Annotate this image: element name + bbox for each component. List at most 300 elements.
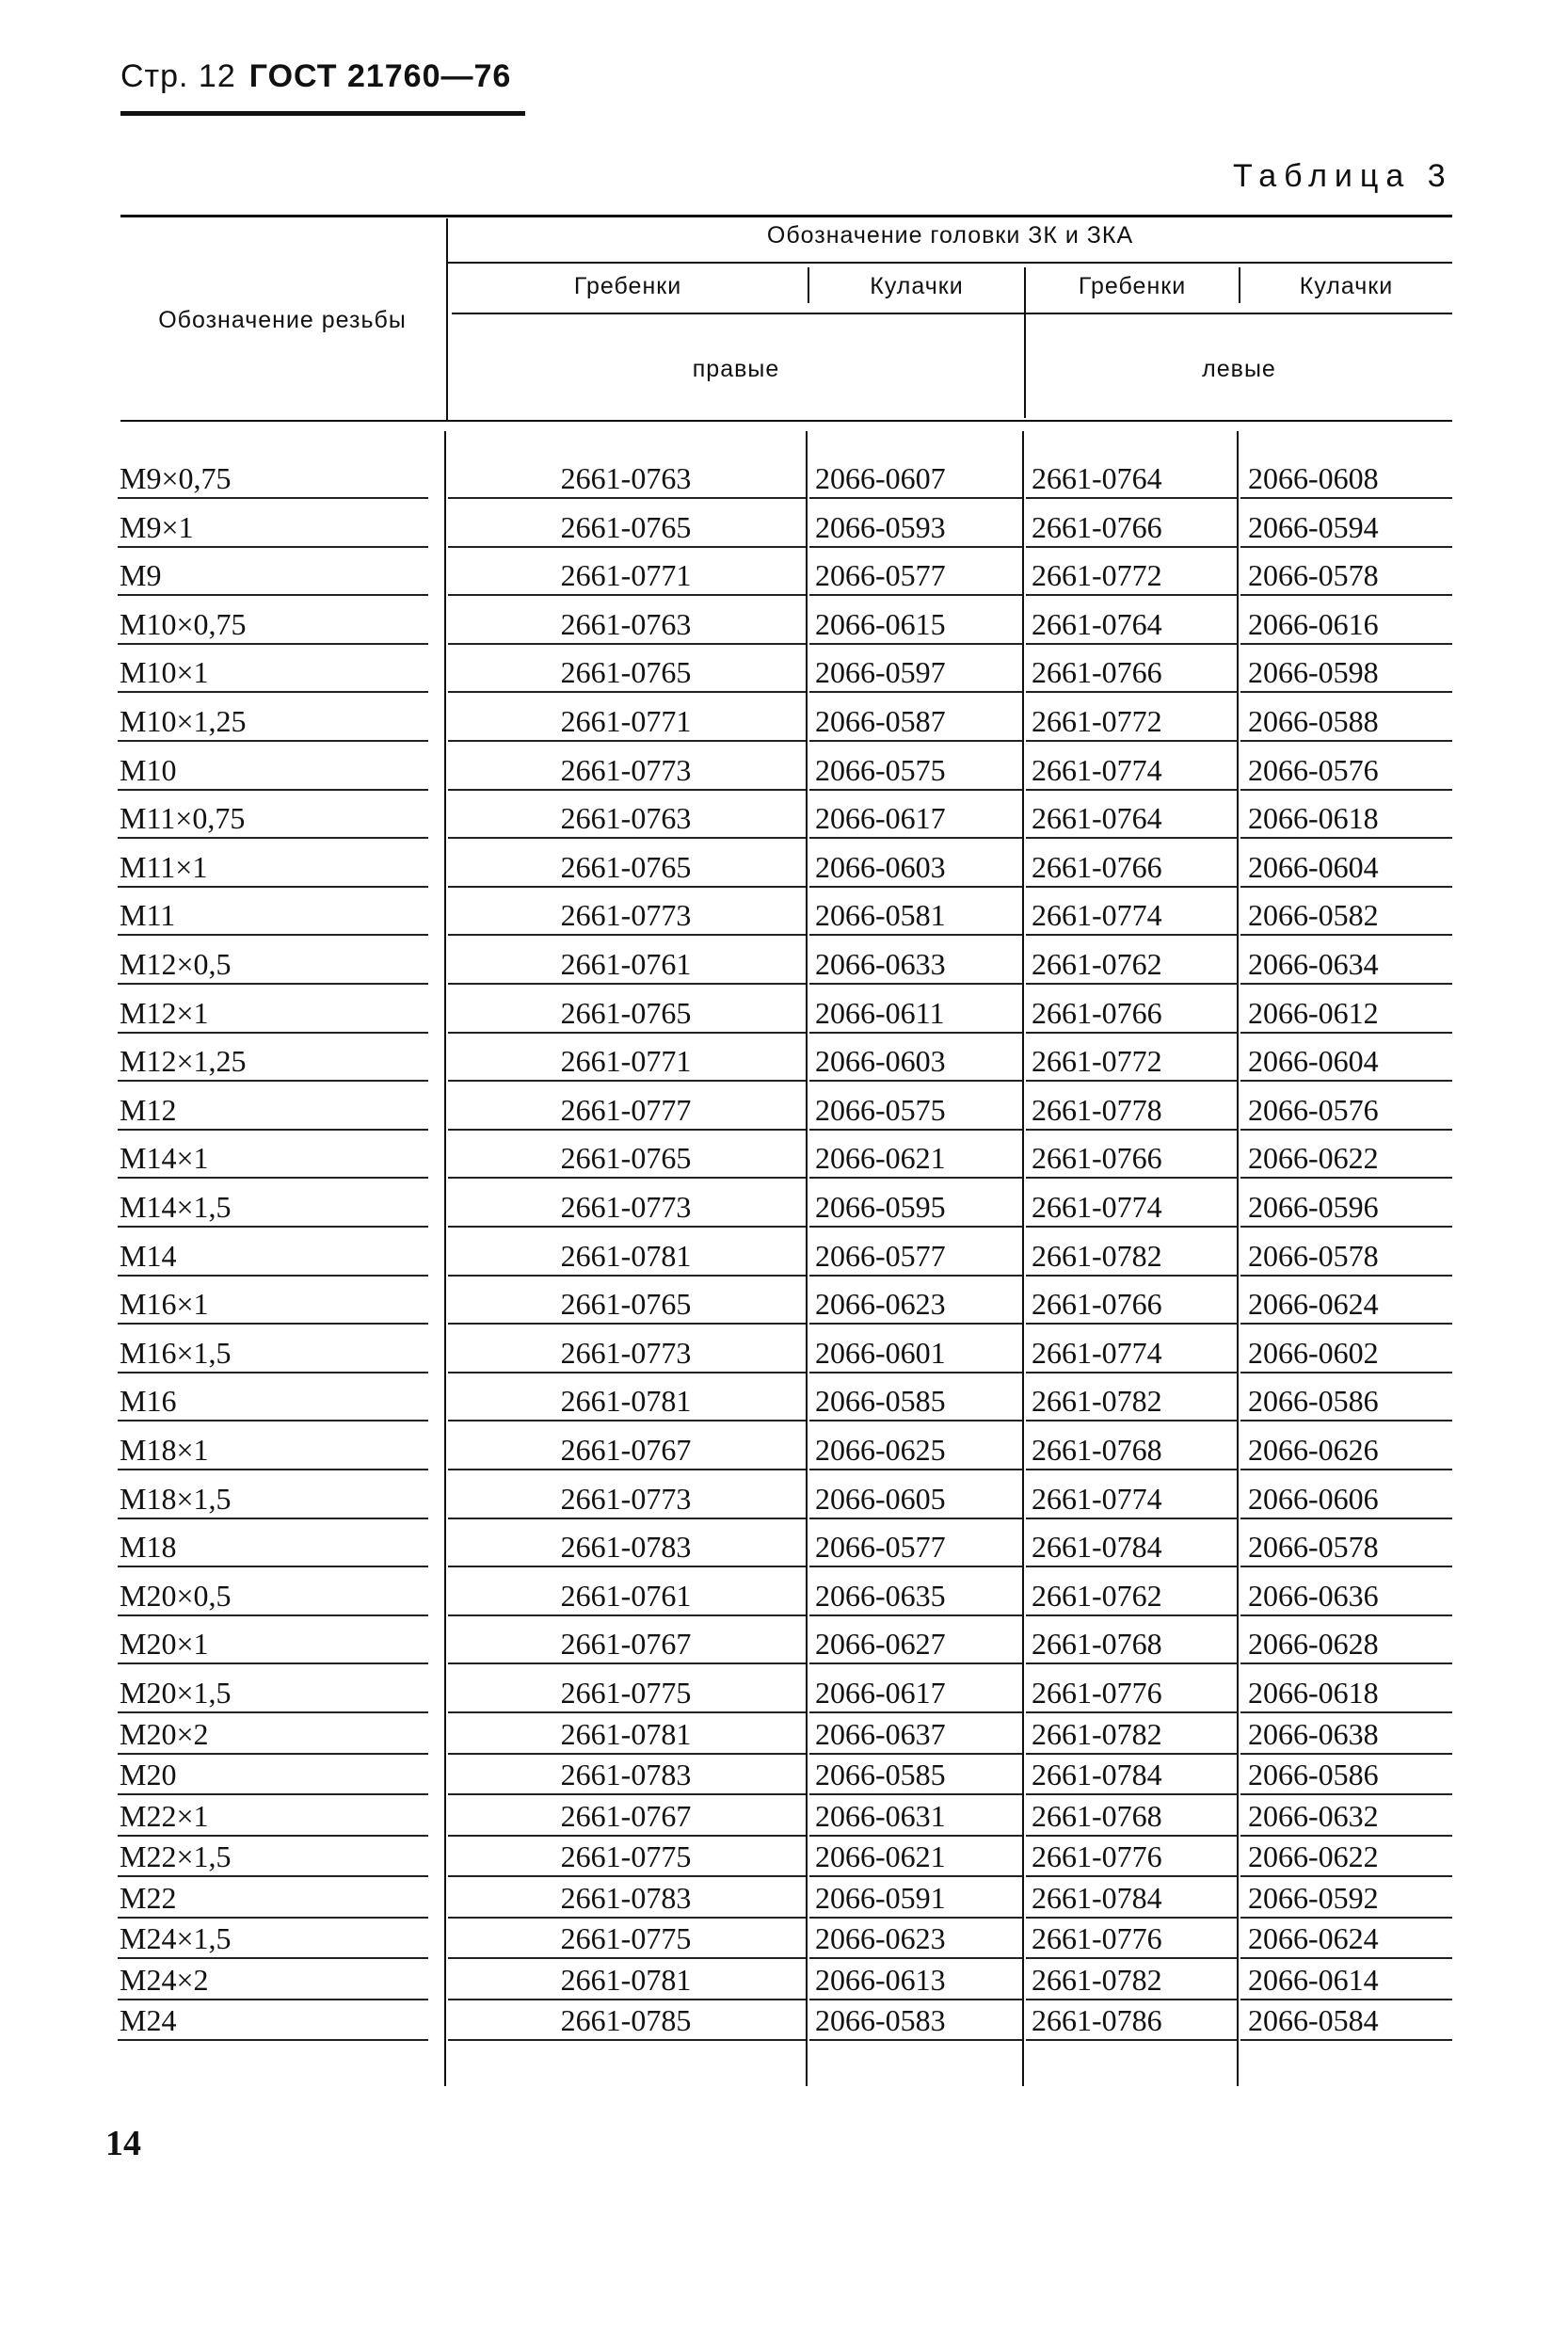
combs-left-cell: 2661-0762 bbox=[1032, 1578, 1162, 1613]
row-rule bbox=[448, 1614, 806, 1616]
row-rule bbox=[809, 1032, 1022, 1034]
row-rule bbox=[809, 1614, 1022, 1616]
jaws-right-cell: 2066-0605 bbox=[815, 1481, 946, 1516]
row-rule bbox=[1026, 934, 1239, 936]
jaws-left-cell: 2066-0576 bbox=[1248, 752, 1379, 787]
row-rule bbox=[1240, 2039, 1452, 2041]
jaws-left-cell: 2066-0634 bbox=[1248, 947, 1379, 981]
combs-left-cell: 2661-0782 bbox=[1032, 1238, 1162, 1273]
row-rule bbox=[118, 1469, 428, 1470]
row-rule bbox=[1026, 983, 1239, 985]
thread-cell: М10 bbox=[120, 752, 177, 787]
thread-cell: М20×1,5 bbox=[120, 1676, 232, 1710]
jaws-left-cell: 2066-0586 bbox=[1248, 1384, 1379, 1419]
row-rule bbox=[1026, 1566, 1239, 1567]
thread-cell: М12×1 bbox=[120, 995, 209, 1030]
row-rule bbox=[809, 546, 1022, 548]
jaws-right-cell: 2066-0593 bbox=[815, 509, 946, 544]
row-rule bbox=[1026, 1275, 1239, 1277]
row-rule bbox=[448, 1275, 806, 1277]
jaws-left-cell: 2066-0584 bbox=[1248, 2003, 1379, 2037]
row-rule bbox=[1026, 1226, 1239, 1228]
combs-left-cell: 2661-0768 bbox=[1032, 1798, 1162, 1833]
row-rule bbox=[1026, 497, 1239, 499]
row-rule bbox=[1026, 1323, 1239, 1325]
header-rule-group bbox=[448, 262, 1452, 264]
row-rule bbox=[118, 983, 428, 985]
row-rule bbox=[448, 643, 806, 645]
row-rule bbox=[118, 2039, 428, 2041]
jaws-left-cell: 2066-0614 bbox=[1248, 1962, 1379, 1997]
jaws-left-cell: 2066-0626 bbox=[1248, 1433, 1379, 1467]
combs-right-cell: 2661-0765 bbox=[560, 1287, 692, 1322]
jaws-right-cell: 2066-0633 bbox=[815, 947, 946, 981]
header-rule-subgroup bbox=[452, 313, 1452, 314]
row-rule bbox=[1026, 643, 1239, 645]
thread-cell: М14×1 bbox=[120, 1141, 209, 1176]
jaws-left-cell: 2066-0608 bbox=[1248, 461, 1379, 495]
thread-cell: М11 bbox=[120, 898, 176, 933]
row-rule bbox=[1240, 1614, 1452, 1616]
jaws-right-cell: 2066-0603 bbox=[815, 1044, 946, 1079]
jaws-right-cell: 2066-0585 bbox=[815, 1758, 946, 1791]
combs-left-cell: 2661-0766 bbox=[1032, 509, 1162, 544]
row-rule bbox=[809, 1275, 1022, 1277]
combs-right-cell: 2661-0781 bbox=[560, 1962, 692, 1997]
combs-right-cell: 2661-0775 bbox=[560, 1676, 692, 1710]
row-rule bbox=[1240, 1662, 1452, 1664]
thread-cell: М20×2 bbox=[120, 1716, 209, 1751]
row-rule bbox=[448, 1080, 806, 1082]
col-header-left: левые bbox=[1202, 356, 1276, 382]
jaws-right-cell: 2066-0623 bbox=[815, 1921, 946, 1955]
jaws-right-cell: 2066-0595 bbox=[815, 1190, 946, 1224]
row-rule bbox=[809, 740, 1022, 742]
row-rule bbox=[448, 1469, 806, 1470]
col-header-combs-right: Гребенки bbox=[573, 273, 682, 299]
row-rule bbox=[448, 1372, 806, 1373]
thread-cell: М12 bbox=[120, 1092, 177, 1127]
thread-cell: М18×1,5 bbox=[120, 1481, 232, 1516]
combs-left-cell: 2661-0776 bbox=[1032, 1839, 1162, 1873]
combs-right-cell: 2661-0773 bbox=[560, 1335, 692, 1370]
jaws-left-cell: 2066-0618 bbox=[1248, 1676, 1379, 1710]
combs-left-cell: 2661-0776 bbox=[1032, 1921, 1162, 1955]
thread-cell: М20 bbox=[120, 1758, 177, 1791]
jaws-right-cell: 2066-0611 bbox=[815, 995, 945, 1030]
combs-right-cell: 2661-0781 bbox=[560, 1238, 692, 1273]
row-rule bbox=[1026, 740, 1239, 742]
row-rule bbox=[118, 497, 428, 499]
row-rule bbox=[809, 934, 1022, 936]
row-rule bbox=[448, 594, 806, 596]
row-rule bbox=[809, 1177, 1022, 1179]
row-rule bbox=[1240, 1469, 1452, 1470]
row-rule bbox=[809, 1518, 1022, 1519]
jaws-left-cell: 2066-0578 bbox=[1248, 558, 1379, 593]
combs-left-cell: 2661-0766 bbox=[1032, 849, 1162, 884]
combs-left-cell: 2661-0774 bbox=[1032, 752, 1162, 787]
row-rule bbox=[1026, 1614, 1239, 1616]
row-rule bbox=[448, 1129, 806, 1131]
row-rule bbox=[1240, 643, 1452, 645]
combs-left-cell: 2661-0776 bbox=[1032, 1676, 1162, 1710]
row-rule bbox=[448, 1420, 806, 1421]
jaws-right-cell: 2066-0587 bbox=[815, 704, 946, 738]
body-divider-a bbox=[806, 431, 808, 2086]
row-rule bbox=[809, 983, 1022, 985]
jaws-left-cell: 2066-0578 bbox=[1248, 1530, 1379, 1565]
header-bottom-rule bbox=[120, 420, 1452, 422]
combs-right-cell: 2661-0763 bbox=[560, 801, 692, 836]
jaws-left-cell: 2066-0618 bbox=[1248, 801, 1379, 836]
jaws-right-cell: 2066-0635 bbox=[815, 1578, 946, 1613]
table-title: Таблица 3 bbox=[1233, 158, 1453, 194]
jaws-left-cell: 2066-0628 bbox=[1248, 1627, 1379, 1662]
jaws-right-cell: 2066-0597 bbox=[815, 655, 946, 690]
thread-cell: М18×1 bbox=[120, 1433, 209, 1467]
jaws-left-cell: 2066-0598 bbox=[1248, 655, 1379, 690]
thread-cell: М24 bbox=[120, 2003, 177, 2037]
jaws-right-cell: 2066-0615 bbox=[815, 606, 946, 641]
combs-left-cell: 2661-0784 bbox=[1032, 1880, 1162, 1915]
running-header bbox=[120, 58, 511, 95]
jaws-left-cell: 2066-0582 bbox=[1248, 898, 1379, 933]
row-rule bbox=[118, 594, 428, 596]
combs-right-cell: 2661-0765 bbox=[560, 655, 692, 690]
row-rule bbox=[118, 1275, 428, 1277]
jaws-right-cell: 2066-0577 bbox=[815, 1238, 946, 1273]
thread-cell: М24×2 bbox=[120, 1962, 209, 1997]
combs-right-cell: 2661-0773 bbox=[560, 898, 692, 933]
jaws-left-cell: 2066-0604 bbox=[1248, 1044, 1379, 1079]
col-header-combs-left: Гребенки bbox=[1078, 273, 1187, 299]
combs-right-cell: 2661-0781 bbox=[560, 1716, 692, 1751]
combs-right-cell: 2661-0765 bbox=[560, 995, 692, 1030]
thread-cell: М16×1 bbox=[120, 1287, 209, 1322]
row-rule bbox=[118, 1032, 428, 1034]
jaws-left-cell: 2066-0576 bbox=[1248, 1092, 1379, 1127]
combs-left-cell: 2661-0786 bbox=[1032, 2003, 1162, 2037]
combs-left-cell: 2661-0766 bbox=[1032, 995, 1162, 1030]
combs-left-cell: 2661-0768 bbox=[1032, 1433, 1162, 1467]
table-top-rule bbox=[120, 215, 1452, 217]
jaws-left-cell: 2066-0586 bbox=[1248, 1758, 1379, 1791]
jaws-left-cell: 2066-0624 bbox=[1248, 1287, 1379, 1322]
col-header-right: правые bbox=[692, 356, 780, 382]
combs-left-cell: 2661-0774 bbox=[1032, 1481, 1162, 1516]
jaws-left-cell: 2066-0632 bbox=[1248, 1798, 1379, 1833]
row-rule bbox=[1240, 594, 1452, 596]
combs-left-cell: 2661-0764 bbox=[1032, 461, 1162, 495]
combs-left-cell: 2661-0768 bbox=[1032, 1627, 1162, 1662]
combs-left-cell: 2661-0774 bbox=[1032, 898, 1162, 933]
row-rule bbox=[809, 1372, 1022, 1373]
row-rule bbox=[1026, 691, 1239, 693]
jaws-right-cell: 2066-0625 bbox=[815, 1433, 946, 1467]
row-rule bbox=[809, 886, 1022, 888]
jaws-left-cell: 2066-0638 bbox=[1248, 1716, 1379, 1751]
row-rule bbox=[1026, 1080, 1239, 1082]
row-rule bbox=[448, 1518, 806, 1519]
row-rule bbox=[1240, 1275, 1452, 1277]
row-rule bbox=[118, 1420, 428, 1421]
combs-right-cell: 2661-0765 bbox=[560, 849, 692, 884]
combs-left-cell: 2661-0764 bbox=[1032, 606, 1162, 641]
row-rule bbox=[118, 1614, 428, 1616]
row-rule bbox=[1240, 740, 1452, 742]
combs-left-cell: 2661-0762 bbox=[1032, 947, 1162, 981]
combs-left-cell: 2661-0764 bbox=[1032, 801, 1162, 836]
jaws-right-cell: 2066-0607 bbox=[815, 461, 946, 495]
row-rule bbox=[809, 1226, 1022, 1228]
row-rule bbox=[1240, 1129, 1452, 1131]
combs-right-cell: 2661-0775 bbox=[560, 1921, 692, 1955]
row-rule bbox=[448, 934, 806, 936]
jaws-right-cell: 2066-0617 bbox=[815, 1676, 946, 1710]
jaws-left-cell: 2066-0624 bbox=[1248, 1921, 1379, 1955]
row-rule bbox=[1240, 1323, 1452, 1325]
jaws-left-cell: 2066-0588 bbox=[1248, 704, 1379, 738]
row-rule bbox=[809, 1469, 1022, 1470]
row-rule bbox=[1240, 789, 1452, 791]
combs-right-cell: 2661-0773 bbox=[560, 1190, 692, 1224]
combs-right-cell: 2661-0783 bbox=[560, 1758, 692, 1791]
combs-right-cell: 2661-0771 bbox=[560, 1044, 692, 1079]
combs-right-cell: 2661-0771 bbox=[560, 558, 692, 593]
thread-cell: М18 bbox=[120, 1530, 177, 1565]
combs-right-cell: 2661-0785 bbox=[560, 2003, 692, 2037]
jaws-left-cell: 2066-0578 bbox=[1248, 1238, 1379, 1273]
row-rule bbox=[118, 1177, 428, 1179]
thread-cell: М10×1 bbox=[120, 655, 209, 690]
combs-left-cell: 2661-0774 bbox=[1032, 1190, 1162, 1224]
combs-right-cell: 2661-0763 bbox=[560, 461, 692, 495]
thread-cell: М10×1,25 bbox=[120, 704, 247, 738]
jaws-right-cell: 2066-0591 bbox=[815, 1880, 946, 1915]
body-divider-thread bbox=[444, 431, 446, 2086]
row-rule bbox=[1026, 594, 1239, 596]
jaws-right-cell: 2066-0575 bbox=[815, 752, 946, 787]
jaws-right-cell: 2066-0637 bbox=[815, 1716, 946, 1751]
combs-right-cell: 2661-0773 bbox=[560, 1481, 692, 1516]
combs-left-cell: 2661-0778 bbox=[1032, 1092, 1162, 1127]
row-rule bbox=[809, 1080, 1022, 1082]
combs-right-cell: 2661-0781 bbox=[560, 1384, 692, 1419]
row-rule bbox=[809, 1420, 1022, 1421]
row-rule bbox=[1026, 886, 1239, 888]
jaws-left-cell: 2066-0612 bbox=[1248, 995, 1379, 1030]
combs-left-cell: 2661-0772 bbox=[1032, 558, 1162, 593]
row-rule bbox=[448, 740, 806, 742]
row-rule bbox=[448, 1177, 806, 1179]
combs-left-cell: 2661-0782 bbox=[1032, 1384, 1162, 1419]
combs-left-cell: 2661-0766 bbox=[1032, 1141, 1162, 1176]
jaws-right-cell: 2066-0603 bbox=[815, 849, 946, 884]
row-rule bbox=[118, 1372, 428, 1373]
jaws-left-cell: 2066-0602 bbox=[1248, 1335, 1379, 1370]
jaws-right-cell: 2066-0577 bbox=[815, 558, 946, 593]
row-rule bbox=[809, 837, 1022, 839]
row-rule bbox=[1240, 1420, 1452, 1421]
thread-cell: М24×1,5 bbox=[120, 1921, 232, 1955]
row-rule bbox=[448, 983, 806, 985]
row-rule bbox=[118, 934, 428, 936]
jaws-right-cell: 2066-0623 bbox=[815, 1287, 946, 1322]
row-rule bbox=[1240, 983, 1452, 985]
jaws-right-cell: 2066-0581 bbox=[815, 898, 946, 933]
header-rule bbox=[120, 111, 525, 116]
combs-left-cell: 2661-0774 bbox=[1032, 1335, 1162, 1370]
row-rule bbox=[1026, 1420, 1239, 1421]
row-rule bbox=[1026, 1469, 1239, 1470]
jaws-right-cell: 2066-0601 bbox=[815, 1335, 946, 1370]
combs-right-cell: 2661-0771 bbox=[560, 704, 692, 738]
row-rule bbox=[1240, 691, 1452, 693]
row-rule bbox=[1240, 1177, 1452, 1179]
standard-number: ГОСТ 21760—76 bbox=[248, 58, 512, 94]
row-rule bbox=[448, 1566, 806, 1567]
col-header-thread: Обозначение резьбы bbox=[158, 307, 407, 333]
jaws-left-cell: 2066-0636 bbox=[1248, 1578, 1379, 1613]
row-rule bbox=[1240, 1032, 1452, 1034]
row-rule bbox=[118, 1323, 428, 1325]
combs-left-cell: 2661-0766 bbox=[1032, 655, 1162, 690]
jaws-left-cell: 2066-0622 bbox=[1248, 1141, 1379, 1176]
col-header-head: Обозначение головки ЗК и ЗКА bbox=[766, 222, 1134, 249]
row-rule bbox=[1240, 1566, 1452, 1567]
row-rule bbox=[118, 886, 428, 888]
row-rule bbox=[448, 691, 806, 693]
thread-cell: М16 bbox=[120, 1384, 177, 1419]
row-rule bbox=[1240, 934, 1452, 936]
thread-cell: М20×1 bbox=[120, 1627, 209, 1662]
combs-left-cell: 2661-0784 bbox=[1032, 1758, 1162, 1791]
row-rule bbox=[1026, 1518, 1239, 1519]
row-rule bbox=[1026, 789, 1239, 791]
thread-cell: М20×0,5 bbox=[120, 1578, 232, 1613]
combs-right-cell: 2661-0777 bbox=[560, 1092, 692, 1127]
row-rule bbox=[448, 789, 806, 791]
row-rule bbox=[448, 1226, 806, 1228]
row-rule bbox=[118, 546, 428, 548]
row-rule bbox=[809, 789, 1022, 791]
thread-cell: М11×0,75 bbox=[120, 801, 246, 836]
row-rule bbox=[809, 1662, 1022, 1664]
row-rule bbox=[448, 2039, 806, 2041]
thread-cell: М12×0,5 bbox=[120, 947, 232, 981]
thread-cell: М14×1,5 bbox=[120, 1190, 232, 1224]
thread-cell: М14 bbox=[120, 1238, 177, 1273]
row-rule bbox=[1026, 1177, 1239, 1179]
jaws-left-cell: 2066-0594 bbox=[1248, 509, 1379, 544]
row-rule bbox=[809, 691, 1022, 693]
combs-left-cell: 2661-0772 bbox=[1032, 1044, 1162, 1079]
row-rule bbox=[809, 1566, 1022, 1567]
row-rule bbox=[1026, 837, 1239, 839]
thread-cell: М9×1 bbox=[120, 509, 194, 544]
combs-left-cell: 2661-0782 bbox=[1032, 1962, 1162, 1997]
combs-right-cell: 2661-0773 bbox=[560, 752, 692, 787]
row-rule bbox=[118, 643, 428, 645]
thread-cell: М11×1 bbox=[120, 849, 208, 884]
row-rule bbox=[118, 837, 428, 839]
row-rule bbox=[809, 1323, 1022, 1325]
thread-cell: М9 bbox=[120, 558, 162, 593]
row-rule bbox=[1240, 1080, 1452, 1082]
thread-cell: М10×0,75 bbox=[120, 606, 247, 641]
combs-left-cell: 2661-0782 bbox=[1032, 1716, 1162, 1751]
row-rule bbox=[448, 546, 806, 548]
jaws-left-cell: 2066-0604 bbox=[1248, 849, 1379, 884]
page-label: Стр. 12 bbox=[120, 58, 236, 94]
jaws-right-cell: 2066-0585 bbox=[815, 1384, 946, 1419]
jaws-left-cell: 2066-0606 bbox=[1248, 1481, 1379, 1516]
combs-right-cell: 2661-0761 bbox=[560, 947, 692, 981]
row-rule bbox=[118, 740, 428, 742]
combs-right-cell: 2661-0761 bbox=[560, 1578, 692, 1613]
row-rule bbox=[1240, 497, 1452, 499]
combs-right-cell: 2661-0765 bbox=[560, 1141, 692, 1176]
row-rule bbox=[1026, 1662, 1239, 1664]
row-rule bbox=[118, 1226, 428, 1228]
col-header-jaws-right: Кулачки bbox=[870, 273, 964, 299]
jaws-right-cell: 2066-0621 bbox=[815, 1141, 946, 1176]
row-rule bbox=[118, 691, 428, 693]
combs-right-cell: 2661-0783 bbox=[560, 1880, 692, 1915]
row-rule bbox=[1240, 546, 1452, 548]
row-rule bbox=[118, 1662, 428, 1664]
row-rule bbox=[809, 497, 1022, 499]
row-rule bbox=[118, 1566, 428, 1567]
row-rule bbox=[1240, 837, 1452, 839]
combs-right-cell: 2661-0767 bbox=[560, 1433, 692, 1467]
row-rule bbox=[1240, 886, 1452, 888]
combs-left-cell: 2661-0784 bbox=[1032, 1530, 1162, 1565]
row-rule bbox=[1026, 1129, 1239, 1131]
row-rule bbox=[448, 497, 806, 499]
row-rule bbox=[448, 886, 806, 888]
jaws-right-cell: 2066-0577 bbox=[815, 1530, 946, 1565]
thread-cell: М22×1 bbox=[120, 1798, 209, 1833]
combs-right-cell: 2661-0763 bbox=[560, 606, 692, 641]
jaws-right-cell: 2066-0617 bbox=[815, 801, 946, 836]
jaws-right-cell: 2066-0621 bbox=[815, 1839, 946, 1873]
row-rule bbox=[448, 1323, 806, 1325]
jaws-left-cell: 2066-0596 bbox=[1248, 1190, 1379, 1224]
row-rule bbox=[809, 1129, 1022, 1131]
thread-cell: М22 bbox=[120, 1880, 177, 1915]
row-rule bbox=[1240, 1372, 1452, 1373]
row-rule bbox=[448, 837, 806, 839]
combs-left-cell: 2661-0766 bbox=[1032, 1287, 1162, 1322]
thread-cell: М9×0,75 bbox=[120, 461, 232, 495]
row-rule bbox=[1240, 1518, 1452, 1519]
jaws-right-cell: 2066-0631 bbox=[815, 1798, 946, 1833]
col-header-jaws-left: Кулачки bbox=[1299, 273, 1394, 299]
combs-right-cell: 2661-0775 bbox=[560, 1839, 692, 1873]
page-number: 14 bbox=[105, 2124, 141, 2163]
row-rule bbox=[1026, 2039, 1239, 2041]
jaws-left-cell: 2066-0592 bbox=[1248, 1880, 1379, 1915]
row-rule bbox=[1026, 1032, 1239, 1034]
thread-cell: М22×1,5 bbox=[120, 1839, 232, 1873]
row-rule bbox=[118, 1518, 428, 1519]
row-rule bbox=[118, 789, 428, 791]
jaws-left-cell: 2066-0622 bbox=[1248, 1839, 1379, 1873]
jaws-right-cell: 2066-0627 bbox=[815, 1627, 946, 1662]
jaws-right-cell: 2066-0583 bbox=[815, 2003, 946, 2037]
